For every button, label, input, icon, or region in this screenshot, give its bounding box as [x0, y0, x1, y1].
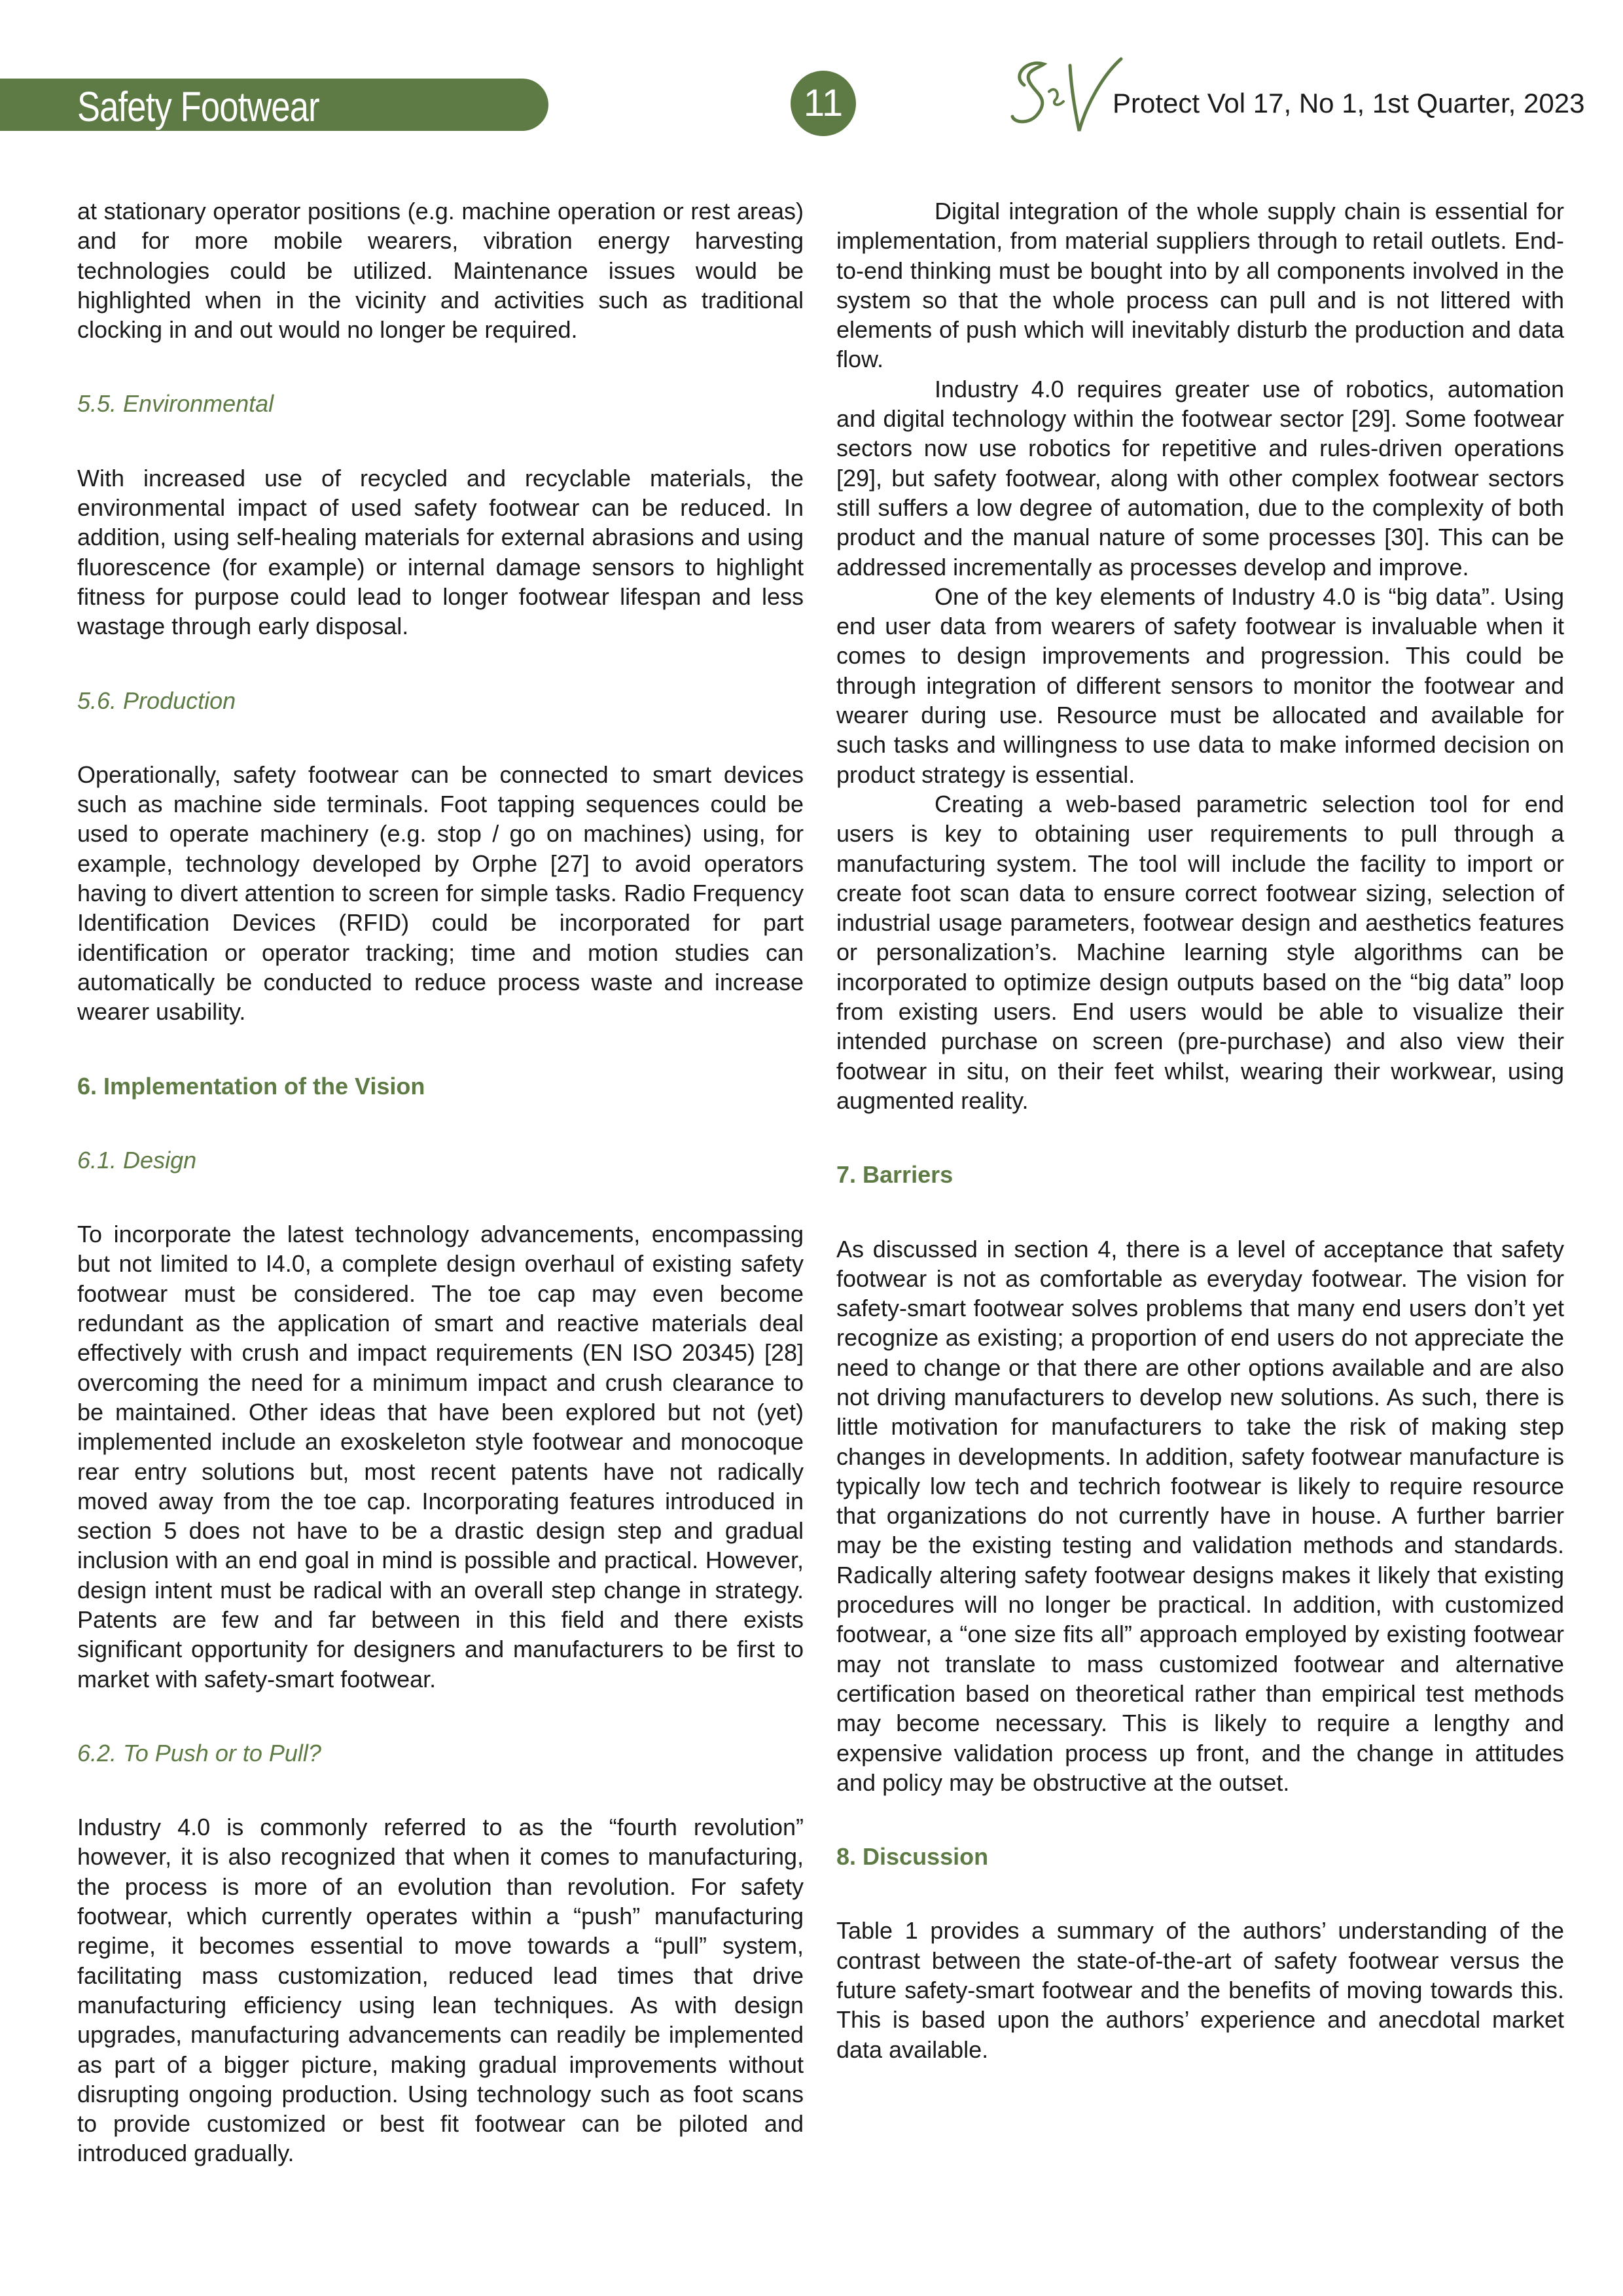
subheading-design: 6.1. Design [77, 1146, 197, 1174]
heading-discussion: 8. Discussion [836, 1843, 989, 1871]
paragraph-barriers: As discussed in section 4, there is a level of acceptance that safety footwear is not as comfortable as everyday footwear. The vision for safety-smart footwear solves problems that many end users don’t yet recognize as existing; a proportion of end users do not appreciate the need to change or that there are other options available and are also not driving manufacturers to develop new solutions. As such, there is little motivation for manufacturers to take the risk of making step changes in developments. In addition, safety footwear manufacture is typically low tech and techrich footwear is likely to require resource that organizations do not currently have in house. A further barrier may be the existing testing and validation methods and standards. Radically altering safety footwear designs makes it likely that existing procedures will no longer be practical. In addition, with customized footwear, a “one size fits all” approach employed by existing footwear may not translate to mass customized footwear and alternative certification based on theoretical rather than empirical test methods may become necessary. This is likely to require a lengthy and expensive validation process up front, and the change in attitudes and policy may be obstructive at the outset. [836, 1235, 1564, 1796]
paragraph-discussion: Table 1 provides a summary of the authors’ understanding of the contrast between the state-of-the-art of safety footwear versus the future safety-smart footwear and the benefits of moving towards this. This is based upon the authors’ experience and anecdotal market data available. [836, 1917, 1564, 2063]
paragraph-production: Operationally, safety footwear can be connected to smart devices such as machine side terminals. Foot tapping sequences could be used to operate machinery (e.g. stop / go on machines) using, for example, technology developed by Orphe [27] to avoid operators having to divert attention to screen for simple tasks. Radio Frequency Identification Devices (RFID) could be incorporated for part identification or operator tracking; time and motion studies can automatically be conducted to reduce process waste and increase wearer usability. [77, 761, 804, 1026]
section-title: Safety Footwear [77, 83, 319, 130]
journal-logo [998, 46, 1129, 144]
paragraph-robotics: Industry 4.0 requires greater use of robotics, automation and digital technology within the footwear sector [29]. Some footwear sectors now use robotics for repetitive and rules-driven operations [29], but safety footwear, along with other complex footwear sectors still suffers a low degree of automation, due to the complexity of both product and the manual nature of some processes [30]. This can be addressed incrementally as processes develop and improve. [836, 375, 1564, 581]
paragraph-digital-integration: Digital integration of the whole supply chain is essential for implementation, from material suppliers through to retail outlets. End-to-end thinking must be bought into by all components involved in the system so that the whole process can pull and is not littered with elements of push which will inevitably disturb the production and data flow. [836, 198, 1564, 373]
paragraph-big-data: One of the key elements of Industry 4.0 is “big data”. Using end user data from wearers of safety footwear is invaluable when it comes to design improvements and progression. This could be through integration of different sensors to monitor the footwear and wearer during use. Resource must be allocated and available for such tasks and willingness to use data to make informed decision on product strategy is essential. [836, 583, 1564, 788]
subheading-environmental: 5.5. Environmental [77, 390, 274, 418]
page-number-badge: 11 [791, 71, 856, 136]
paragraph-push-pull: Industry 4.0 is commonly referred to as the “fourth revolution” however, it is also recognized that when it comes to manufacturing, the process is more of an evolution than revolution. For safety footwear, which currently operates within a “push” manufacturing regime, it becomes essential to move towards a “pull” system, facilitating mass customization, reduced lead times that drive manufacturing efficiency using lean techniques. As with design upgrades, manufacturing advancements can readily be implemented as part of a bigger picture, making gradual improvements without disrupting ongoing production. Using technology such as foot scans to provide customized or best fit footwear can be piloted and introduced gradually. [77, 1814, 804, 2167]
paragraph-continued: at stationary operator positions (e.g. machine operation or rest areas) and for more mobile wearers, vibration energy harvesting technologies could be utilized. Maintenance issues would be highlighted when in the vicinity and activities such as traditional clocking in and out would no longer be required. [77, 198, 804, 344]
subheading-production: 5.6. Production [77, 687, 236, 714]
heading-implementation: 6. Implementation of the Vision [77, 1072, 425, 1100]
subheading-push-pull: 6.2. To Push or to Pull? [77, 1739, 321, 1767]
heading-barriers: 7. Barriers [836, 1161, 954, 1189]
left-column [77, 196, 804, 2168]
journal-reference: Protect Vol 17, No 1, 1st Quarter, 2023 [1113, 88, 1585, 118]
paragraph-design: To incorporate the latest technology advancements, encompassing but not limited to I4.0, a complete design overhaul of existing safety footwear must be considered. The toe cap may even become redundant as the application of smart and reactive materials deal effectively with crush and impact requirements (EN ISO 20345) [28] overcoming the need for a minimum impact and crush clearance to be maintained. Other ideas that have been explored but not (yet) implemented include an exoskeleton style footwear and monocoque rear entry solutions but, most recent patents have not radically moved away from the toe cap. Incorporating features introduced in section 5 does not have to be a drastic design step and gradual inclusion with an end goal in mind is possible and practical. However, design intent must be radical with an overall step change in strategy. Patents are few and far between in this field and there exists significant opportunity for designers and manufacturers to be first to market with safety-smart footwear. [77, 1221, 804, 1693]
right-column [836, 196, 1564, 2064]
paragraph-selection-tool: Creating a web-based parametric selection tool for end users is key to obtaining user requirements to pull through a manufacturing system. The tool will include the facility to import or create foot scan data to ensure correct footwear sizing, selection of industrial usage parameters, footwear design and aesthetics features or personalization’s. Machine learning style algorithms can be incorporated to optimize design outputs based on the “big data” loop from existing users. End users would be able to visualize their intended purchase on screen (pre-purchase) and also view their footwear in situ, on their feet whilst, wearing their workwear, using augmented reality. [836, 790, 1564, 1114]
paragraph-environmental: With increased use of recycled and recyclable materials, the environmental impact of used safety footwear can be reduced. In addition, using self-healing materials for external abrasions and using fluorescence (for example) or internal damage sensors to highlight fitness for purpose could lead to longer footwear lifespan and less wastage through early disposal. [77, 464, 804, 640]
